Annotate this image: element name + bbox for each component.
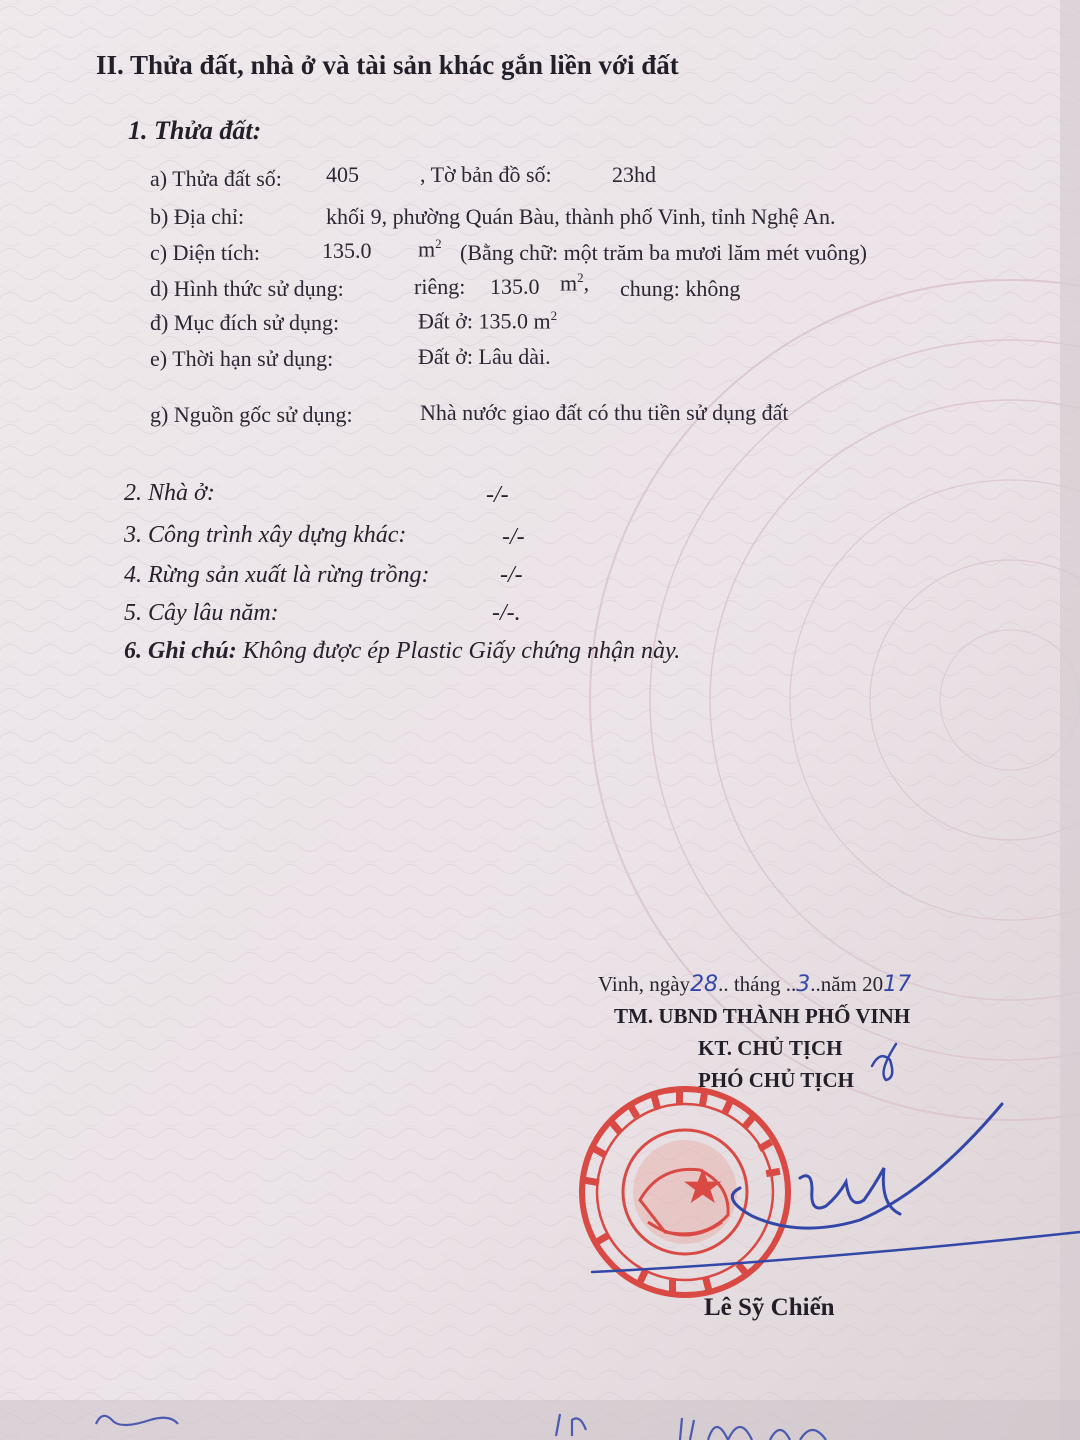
area-in-words: (Bằng chữ: một trăm ba mươi lăm mét vuông) <box>460 240 867 265</box>
item-planted-forest-label: 4. Rừng sản xuất là rừng trồng: <box>124 562 430 588</box>
area-unit: $m^2$ <box>418 236 442 262</box>
item-house-value: -/- <box>486 482 509 508</box>
item-planted-forest-value: -/- <box>500 562 523 588</box>
item-house-label: 2. Nhà ở: <box>124 480 215 506</box>
section-title: II. Thửa đất, nhà ở và tài sản khác gắn liền với đất <box>96 50 679 80</box>
note-line: 6. Ghi chú: Không được ép Plastic Giấy chứng nhận này. <box>124 638 681 664</box>
use-term-value: Đất ở: Lâu dài. <box>418 344 551 369</box>
area-label: c) Diện tích: <box>150 240 260 265</box>
parcel-number-value: 405 <box>326 162 359 187</box>
use-term-label: e) Thời hạn sử dụng: <box>150 346 334 371</box>
use-purpose-value: Đất ở: 135.0 $m^2$ <box>418 308 558 334</box>
private-use-unit: $m^2$, <box>560 270 590 296</box>
private-use-value: 135.0 <box>490 274 540 299</box>
address-value: khối 9, phường Quán Bàu, thành phố Vinh, tỉnh Nghệ An. <box>326 204 836 229</box>
map-sheet-value: 23hd <box>612 162 656 187</box>
item-perennial-value: -/-. <box>492 600 521 626</box>
area-value: 135.0 <box>322 238 372 263</box>
address-label: b) Địa chỉ: <box>150 204 245 229</box>
item-other-construction-value: -/- <box>502 524 525 550</box>
use-origin-label: g) Nguồn gốc sử dụng: <box>150 402 353 427</box>
signing-date: Vinh, ngày28.. tháng ..3..năm 2017 <box>598 972 912 997</box>
signing-organization: TM. UBND THÀNH PHỐ VINH <box>614 1004 911 1028</box>
use-origin-value: Nhà nước giao đất có thu tiền sử dụng đất <box>420 400 789 425</box>
signer-role-1: KT. CHỦ TỊCH <box>698 1036 843 1060</box>
item-other-construction-label: 3. Công trình xây dựng khác: <box>124 522 407 548</box>
shared-use: chung: không <box>620 276 741 301</box>
use-purpose-label: đ) Mục đích sử dụng: <box>150 310 340 335</box>
item-perennial-label: 5. Cây lâu năm: <box>124 600 279 626</box>
signer-name: Lê Sỹ Chiến <box>704 1294 835 1321</box>
signer-role-2: PHÓ CHỦ TỊCH <box>698 1068 854 1092</box>
map-sheet-label: , Tờ bản đồ số: <box>420 162 552 187</box>
parcel-number-label: a) Thửa đất số: <box>150 166 282 191</box>
land-heading: 1. Thửa đất: <box>128 116 262 145</box>
use-form-label: d) Hình thức sử dụng: <box>150 276 344 301</box>
private-use-label: riêng: <box>414 274 466 299</box>
